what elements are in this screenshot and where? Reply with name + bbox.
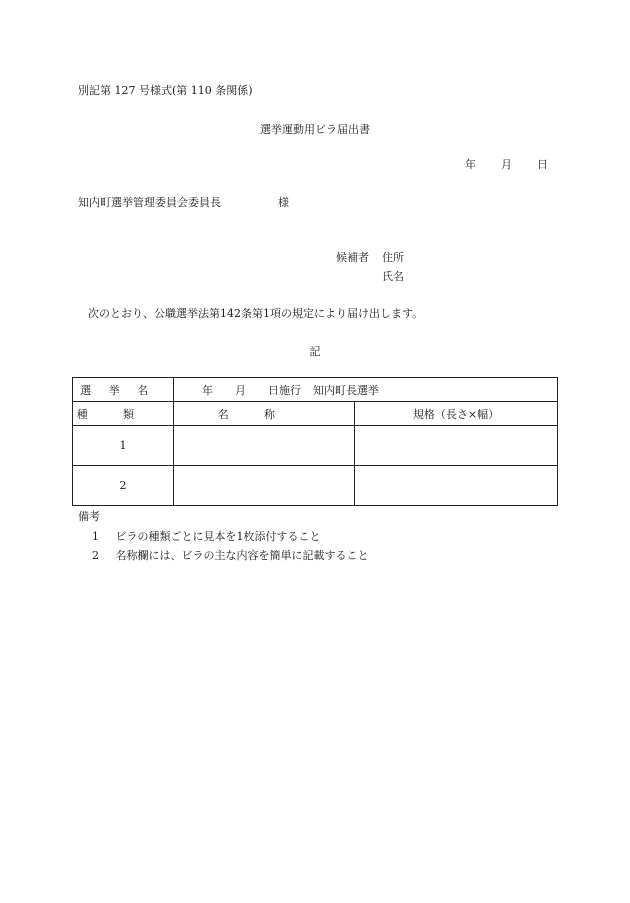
remarks-heading: 備考 <box>78 510 100 523</box>
row-type-cell: 1 <box>73 426 174 466</box>
row-name-cell[interactable] <box>174 426 355 466</box>
ki-heading: 記 <box>309 345 321 358</box>
form-number: 別記第 127 号様式(第 110 条関係) <box>78 84 253 97</box>
date-month-label: 月 <box>501 158 512 171</box>
bira-form-table <box>72 377 558 506</box>
note-item <box>92 547 369 563</box>
body-text: 次のとおり、公職選挙法第142条第1項の規定により届け出します。 <box>88 307 424 320</box>
date-year-label: 年 <box>465 158 476 171</box>
addressee-honorific: 様 <box>278 196 289 209</box>
table-row <box>73 426 558 466</box>
row-spec-cell[interactable] <box>355 466 558 506</box>
address-label: 住所 <box>382 251 404 264</box>
row-name-cell[interactable] <box>174 466 355 506</box>
col-spec-header: 規格（長さ×幅） <box>355 402 558 426</box>
election-day-label: 日施行 <box>268 383 301 397</box>
date-day-label: 日 <box>537 158 548 171</box>
name-label: 氏名 <box>382 270 404 283</box>
election-label-cell <box>73 378 174 402</box>
table-row <box>73 466 558 506</box>
row-spec-cell[interactable] <box>355 426 558 466</box>
col-name-header: 名称 <box>174 402 355 426</box>
addressee-name: 知内町選挙管理委員会委員長 <box>78 196 221 209</box>
note-text: 名称欄には、ビラの主な内容を簡単に記載すること <box>115 549 369 562</box>
note-item <box>92 528 321 544</box>
election-month-label: 月 <box>235 383 246 397</box>
header-row <box>73 402 558 426</box>
note-text: ビラの種類ごとに見本を1枚添付すること <box>115 530 321 543</box>
election-value-cell <box>174 378 558 402</box>
note-number: 1 <box>92 530 99 543</box>
col-type-header: 種類 <box>73 402 174 426</box>
note-number: 2 <box>92 549 99 562</box>
election-name: 知内町長選挙 <box>313 383 379 397</box>
election-label: 選挙名 <box>80 383 166 397</box>
candidate-label: 候補者 <box>336 251 369 264</box>
election-year-label: 年 <box>202 383 213 397</box>
document-title: 選挙運動用ビラ届出書 <box>260 123 370 136</box>
election-row <box>73 378 558 402</box>
row-type-cell: 2 <box>73 466 174 506</box>
